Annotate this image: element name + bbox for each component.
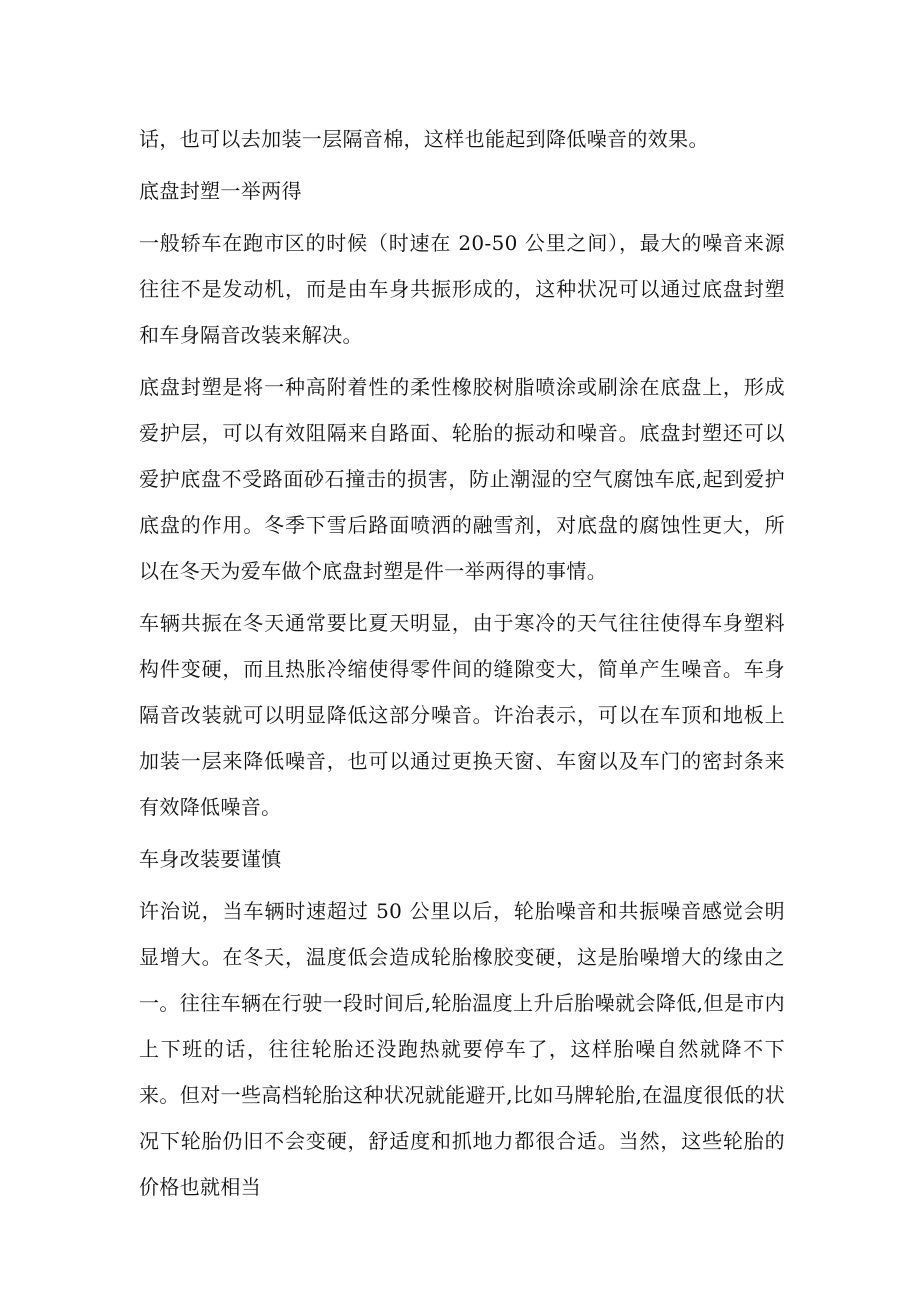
- section-heading-body-modification: 车身改装要谨慎: [139, 847, 282, 871]
- section-heading-chassis-sealing: 底盘封塑一举两得: [139, 179, 302, 203]
- paragraph-winter-resonance: 车辆共振在冬天通常要比夏天明显，由于寒冷的天气往往使得车身塑料构件变硬，而且热胀冷缩使得零件间的缝隙变大，简单产生噪音。车身隔音改装就可以明显降低这部分噪音。许治表示，可以在车顶和地板上加装一层来降低噪音，也可以通过更换天窗、车窗以及车门的密封条来有效降低噪音。: [139, 611, 785, 819]
- document-body: [139, 116, 785, 1216]
- paragraph-tire-noise: 许治说，当车辆时速超过 50 公里以后，轮胎噪音和共振噪音感觉会明显增大。在冬天，温度低会造成轮胎橡胶变硬，这是胎噪增大的缘由之一。往往车辆在行驶一段时间后,轮胎温度上升后胎噪就会降低,但是市内上下班的话，往往轮胎还没跑热就要停车了，这样胎噪自然就降不下来。但对一些高档轮胎这种状况就能避开,比如马牌轮胎,在温度很低的状况下轮胎仍旧不会变硬，舒适度和抓地力都很合适。当然，这些轮胎的价格也就相当: [139, 899, 785, 1199]
- paragraph-chassis-sealing: 底盘封塑是将一种高附着性的柔性橡胶树脂喷涂或刷涂在底盘上，形成爱护层，可以有效阻隔来自路面、轮胎的振动和噪音。底盘封塑还可以爱护底盘不受路面砂石撞击的损害，防止潮湿的空气腐蚀车底,起到爱护底盘的作用。冬季下雪后路面喷洒的融雪剂，对底盘的腐蚀性更大，所以在冬天为爱车做个底盘封塑是件一举两得的事情。: [139, 375, 785, 583]
- paragraph-city-driving-noise: 一般轿车在跑市区的时候（时速在 20-50 公里之间），最大的噪音来源往往不是发动机，而是由车身共振形成的，这种状况可以通过底盘封塑和车身隔音改装来解决。: [139, 231, 785, 347]
- paragraph-soundproof-cotton: 话，也可以去加装一层隔音棉，这样也能起到降低噪音的效果。: [139, 127, 709, 151]
